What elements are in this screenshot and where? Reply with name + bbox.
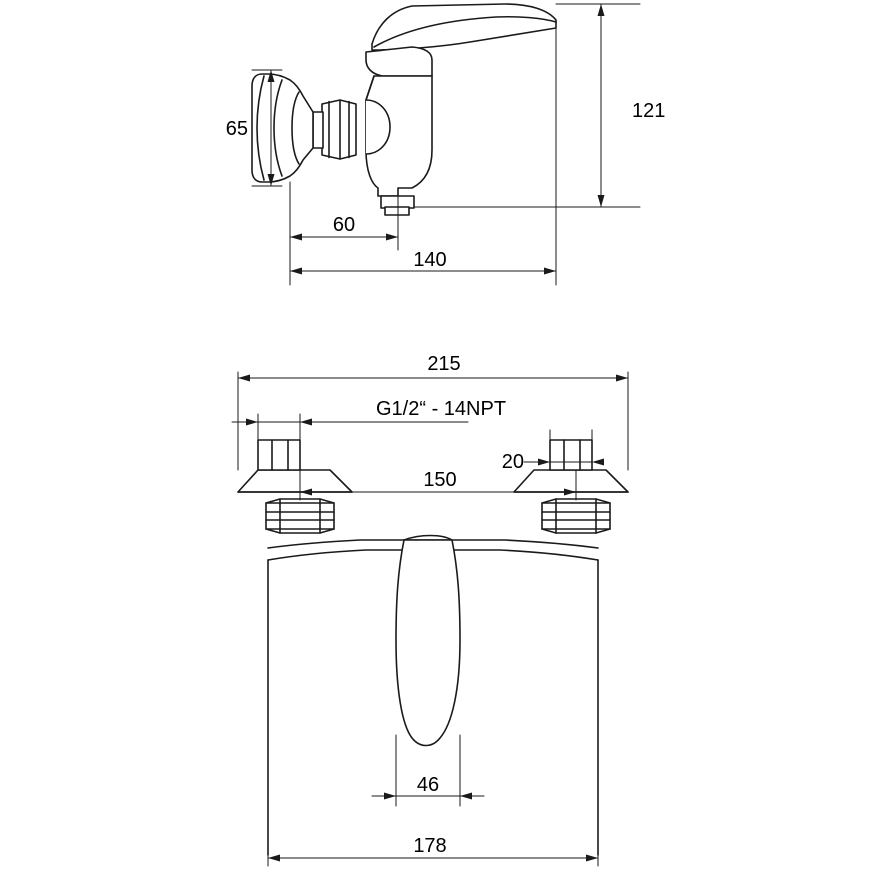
dim-label-140: 140 (413, 249, 447, 271)
dim-label-178: 178 (413, 835, 447, 857)
side-view-geometry (252, 4, 556, 215)
dim-label-20: 20 (501, 451, 524, 473)
dim-label-46: 46 (416, 774, 440, 796)
dim-label-65: 65 (225, 118, 248, 140)
dim-label-thread: G1/2“ - 14NPT (376, 398, 507, 420)
dim-label-150: 150 (423, 469, 457, 491)
dim-label-121: 121 (632, 100, 666, 122)
dim-label-215: 215 (427, 353, 461, 375)
front-view-geometry (238, 440, 628, 873)
dim-label-60: 60 (332, 214, 356, 236)
